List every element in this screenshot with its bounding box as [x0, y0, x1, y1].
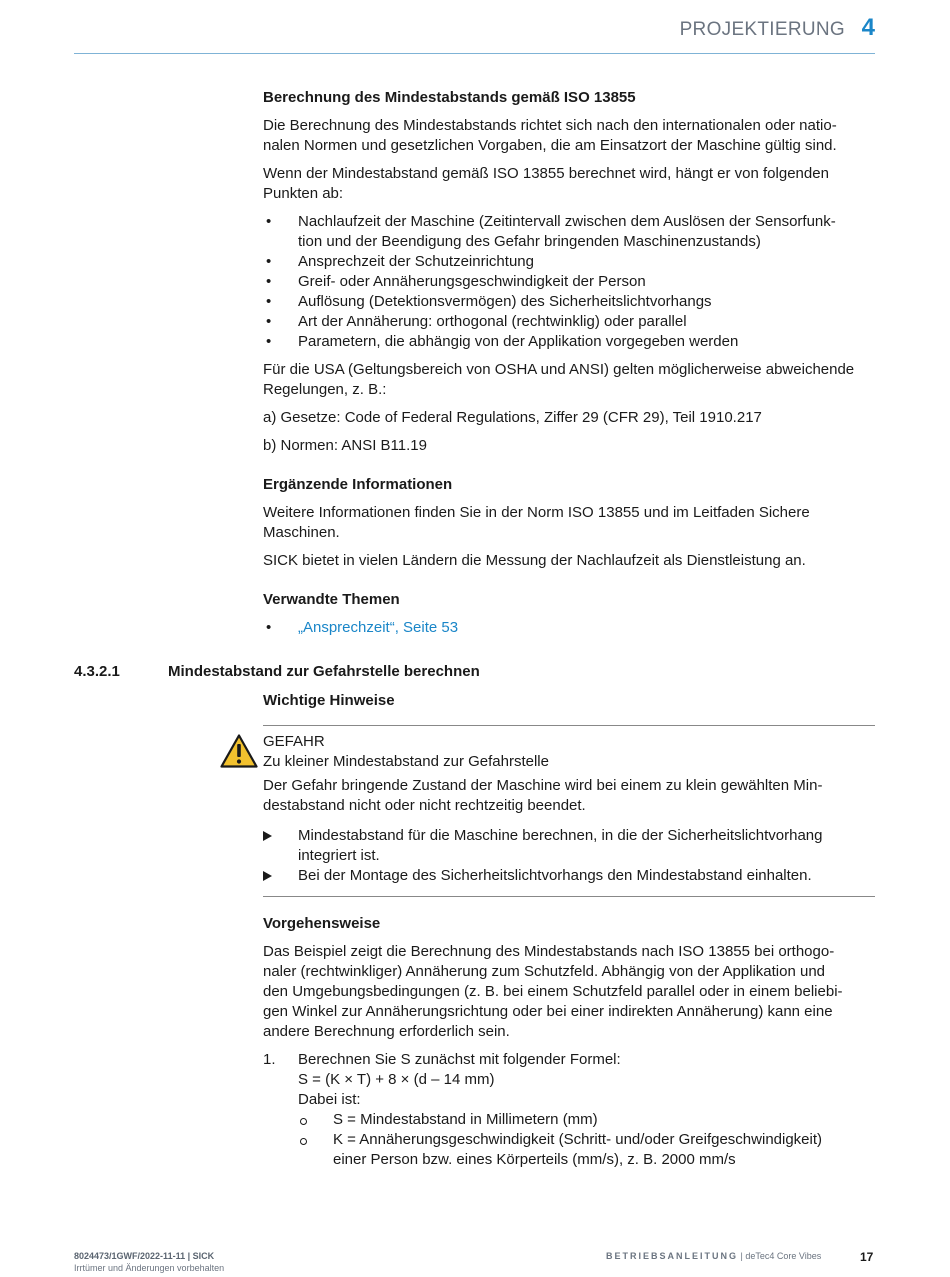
arrow-right-icon: [263, 871, 272, 881]
section-number: 4.3.2.1: [74, 663, 120, 680]
paragraph-service: SICK bietet in vielen Ländern die Messung der Nachlaufzeit als Dienstleistung an.: [263, 552, 806, 569]
section-related-topics: [263, 590, 875, 638]
paragraph-usa: [263, 360, 875, 400]
text-line: destabstand nicht oder nicht rechtzeitig beendet.: [263, 797, 586, 814]
list-item: [263, 292, 875, 312]
section-calculation: [263, 88, 875, 456]
section-procedure: [263, 914, 875, 1170]
formula: S = (K × T) + 8 × (d – 14 mm): [298, 1071, 495, 1088]
text-line: gen Winkel zur Annäherungsrichtung oder bei einer indirekten Annäherung) kann eine: [263, 1003, 833, 1020]
warning-top-divider: [263, 725, 875, 726]
product-name: deTec4 Core Vibes: [745, 1251, 822, 1261]
section-additional-info: [263, 475, 875, 571]
arrow-right-icon: [263, 831, 272, 841]
list-item: [263, 1050, 875, 1170]
page-number: 17: [860, 1250, 874, 1264]
step-number: 1.: [263, 1051, 276, 1068]
text-line: Punkten ab:: [263, 185, 344, 202]
bullet-icon: •: [266, 273, 272, 290]
warning-triangle-icon: [220, 734, 258, 768]
factor-list: [263, 212, 875, 352]
warning-bottom-divider: [263, 896, 875, 897]
text-line: Dabei ist:: [298, 1091, 361, 1108]
warning-signal-word: GEFAHR: [263, 733, 325, 750]
paragraph-norms: b) Normen: ANSI B11.19: [263, 437, 427, 454]
bullet-icon: •: [266, 293, 272, 310]
text-line: nalen Normen und gesetzlichen Vorgaben, die am Einsatzort der Maschine gültig sind.: [263, 137, 837, 154]
link-response-time[interactable]: „Ansprechzeit“, Seite 53: [298, 619, 459, 636]
list-item: [263, 312, 875, 332]
bullet-icon: •: [266, 213, 272, 230]
text-line: Ansprechzeit der Schutzeinrichtung: [298, 253, 534, 270]
bullet-icon: •: [266, 313, 272, 330]
text-line: andere Berechnung erforderlich sein.: [263, 1023, 510, 1040]
footer-left: [74, 1250, 224, 1274]
paragraph-dependencies: [263, 164, 875, 204]
heading-procedure: Vorgehensweise: [263, 915, 381, 932]
heading-related-topics: Verwandte Themen: [263, 591, 400, 608]
text-line: Nachlaufzeit der Maschine (Zeitintervall zwischen dem Auslösen der Sensorfunk-: [298, 213, 836, 230]
heading-calculation: Berechnung des Mindestabstands gemäß ISO 13855: [263, 89, 636, 106]
text-line: Auflösung (Detektionsvermögen) des Sicherheitslichtvorhangs: [298, 293, 712, 310]
text-line: Für die USA (Geltungsbereich von OSHA und ANSI) gelten möglicherweise abweichende: [263, 361, 855, 378]
text-line: Berechnen Sie S zunächst mit folgender Formel:: [298, 1051, 621, 1068]
text-line: den Umgebungsbedingungen (z. B. bei einem Schutzfeld parallel oder in einem beliebi-: [263, 983, 843, 1000]
text-line: tion und der Beendigung des Gefahr bringenden Maschinenzustands): [298, 233, 761, 250]
text-line: Weitere Informationen finden Sie in der Norm ISO 13855 und im Leitfaden Sichere: [263, 504, 810, 521]
text-line: Der Gefahr bringende Zustand der Maschine wird bei einem zu klein gewählten Min-: [263, 777, 823, 794]
paragraph-laws: a) Gesetze: Code of Federal Regulations, Ziffer 29 (CFR 29), Teil 1910.217: [263, 409, 762, 426]
text-line: K = Annäherungsgeschwindigkeit (Schritt- und/oder Greifgeschwindigkeit): [333, 1131, 823, 1148]
list-item: [298, 1130, 875, 1170]
list-item: [263, 252, 875, 272]
list-item: [263, 212, 875, 252]
text-line: Parametern, die abhängig von der Applikation vorgegeben werden: [298, 333, 739, 350]
text-line: Wenn der Mindestabstand gemäß ISO 13855 berechnet wird, hängt er von folgenden: [263, 165, 829, 182]
list-item: [263, 332, 875, 352]
list-item: [263, 866, 875, 886]
text-line: Regelungen, z. B.:: [263, 381, 387, 398]
footer-separator: |: [738, 1251, 746, 1261]
text-line: Bei der Montage des Sicherheitslichtvorhangs den Mindestabstand einhalten.: [298, 867, 812, 884]
text-line: Die Berechnung des Mindestabstands richtet sich nach den internationalen oder natio-: [263, 117, 837, 134]
heading-additional-info: Ergänzende Informationen: [263, 476, 453, 493]
circle-bullet-icon: [300, 1118, 307, 1125]
text-line: Art der Annäherung: orthogonal (rechtwinklig) oder parallel: [298, 313, 687, 330]
text-line: Das Beispiel zeigt die Berechnung des Mindestabstands nach ISO 13855 bei orthogo-: [263, 943, 835, 960]
paragraph-intro: [263, 116, 875, 156]
text-line: naler (rechtwinkliger) Annäherung zum Schutzfeld. Abhängig von der Applikation und: [263, 963, 826, 980]
footer-center: [606, 1250, 821, 1262]
document-type: BETRIEBSANLEITUNG: [606, 1251, 739, 1261]
related-list: [263, 618, 875, 638]
text-line: Maschinen.: [263, 524, 340, 541]
warning-box: [263, 732, 875, 886]
text-line: integriert ist.: [298, 847, 380, 864]
heading-important-notes: Wichtige Hinweise: [263, 692, 395, 709]
definition-list: [298, 1110, 875, 1170]
paragraph-further-info: [263, 503, 875, 543]
list-item: [263, 618, 875, 638]
list-item: [263, 826, 875, 866]
list-item: [298, 1110, 875, 1130]
section-title: Mindestabstand zur Gefahrstelle berechnen: [168, 663, 480, 680]
text-line: Greif- oder Annäherungsgeschwindigkeit der Person: [298, 273, 646, 290]
header-divider: [74, 53, 875, 54]
bullet-icon: •: [266, 333, 272, 350]
warning-action-list: [263, 826, 875, 886]
text-line: S = Mindestabstand in Millimetern (mm): [333, 1111, 598, 1128]
disclaimer: Irrtümer und Änderungen vorbehalten: [74, 1263, 225, 1273]
bullet-icon: •: [266, 619, 272, 636]
circle-bullet-icon: [300, 1138, 307, 1145]
step-list: [263, 1050, 875, 1170]
list-item: [263, 272, 875, 292]
bullet-icon: •: [266, 253, 272, 270]
text-line: einer Person bzw. eines Körperteils (mm/s), z. B. 2000 mm/s: [333, 1151, 736, 1168]
text-line: Mindestabstand für die Maschine berechnen, in die der Sicherheitslichtvorhang: [298, 827, 823, 844]
document-id: 8024473/1GWF/2022-11-11 | SICK: [74, 1251, 215, 1261]
running-header-title: PROJEKTIERUNG: [679, 19, 845, 40]
warning-text: [263, 776, 875, 816]
warning-title: Zu kleiner Mindestabstand zur Gefahrstelle: [263, 753, 549, 770]
paragraph-procedure: [263, 942, 875, 1042]
chapter-number: 4: [861, 14, 875, 41]
